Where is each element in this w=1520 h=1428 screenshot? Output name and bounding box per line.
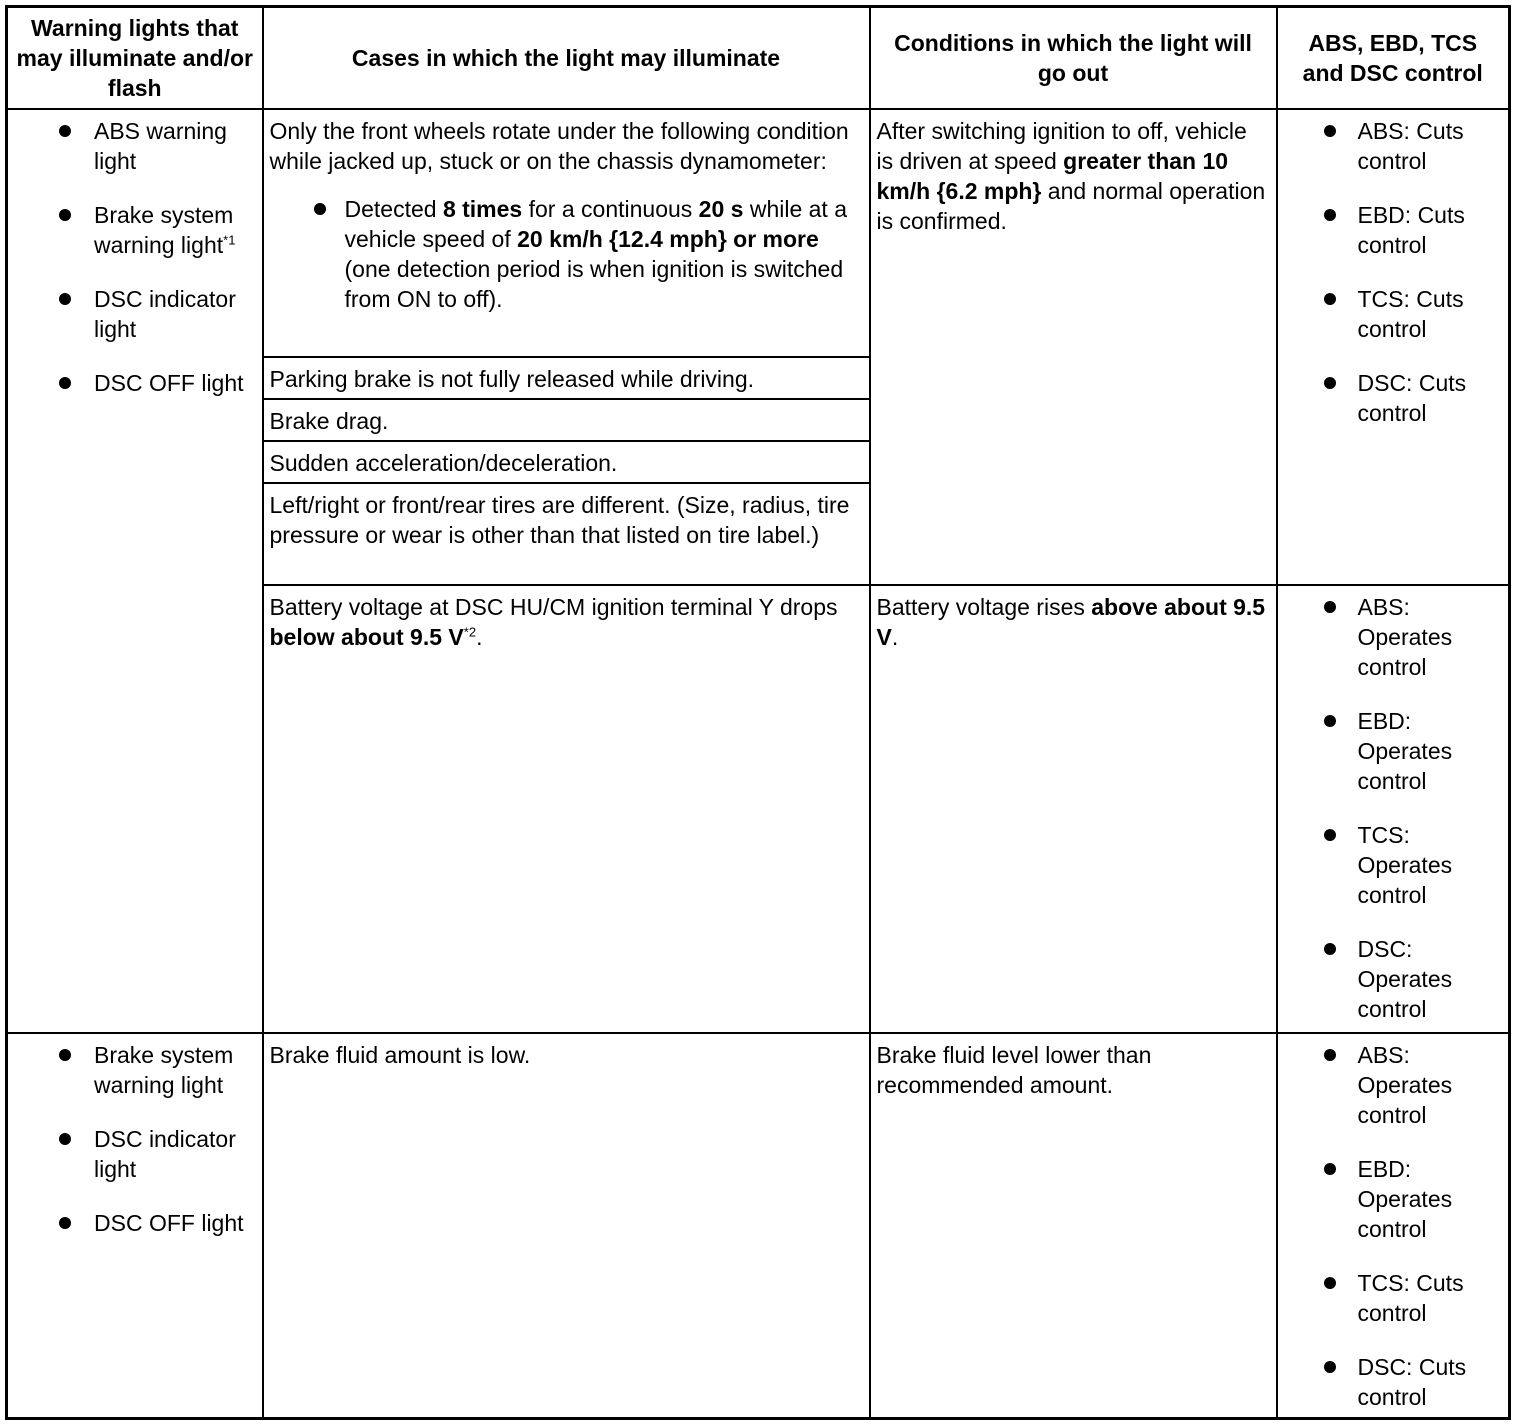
- case-cell-brake-drag: Brake drag.: [263, 399, 870, 441]
- list-item: DSC: Cuts control: [1284, 1352, 1503, 1412]
- case-sub-bullet: Detected 8 times for a continuous 20 s while at a vehicle speed of 20 km/h {12.4 mph} or more (one detection period is when ignition is switched from ON to off).: [270, 194, 863, 314]
- warning-lights-cell-2: [7, 1033, 263, 1419]
- list-item: ABS: Cuts control: [1284, 116, 1503, 176]
- header-control: ABS, EBD, TCS and DSC control: [1277, 7, 1510, 109]
- control-list-1: [1284, 116, 1503, 428]
- list-item: [14, 368, 256, 398]
- header-row: [7, 7, 1510, 109]
- condition-cell-3: Brake fluid level lower than recommended amount.: [870, 1033, 1277, 1419]
- bullet-icon: [314, 203, 326, 215]
- control-cell-2: [1277, 585, 1510, 1033]
- bullet-icon: [59, 209, 71, 221]
- light-label: DSC indicator light: [94, 285, 236, 342]
- bullet-icon: [1324, 125, 1336, 137]
- list-item: [14, 116, 256, 176]
- list-item: TCS: Cuts control: [1284, 284, 1503, 344]
- list-item: Brake system warning light: [14, 1040, 256, 1100]
- control-list-3: [1284, 1040, 1503, 1412]
- header-warning-lights: Warning lights that may illuminate and/or flash: [7, 7, 263, 109]
- case-intro: Only the front wheels rotate under the following condition while jacked up, stuck or on the chassis dynamometer:: [269, 117, 849, 174]
- case-cell-parking-brake: Parking brake is not fully released while driving.: [263, 357, 870, 399]
- table-row: [7, 109, 1510, 357]
- condition-cell-2: Battery voltage rises above about 9.5 V.: [870, 585, 1277, 1033]
- control-cell-3: [1277, 1033, 1510, 1419]
- case-cell-sudden-acceleration: Sudden acceleration/deceleration.: [263, 441, 870, 483]
- list-item: EBD: Operates control: [1284, 706, 1503, 796]
- bullet-icon: [1324, 601, 1336, 613]
- list-item: DSC OFF light: [14, 1208, 256, 1238]
- list-item: DSC: Cuts control: [1284, 368, 1503, 428]
- footnote-marker: *1: [223, 231, 236, 247]
- warning-lights-cell-1: [7, 109, 263, 1033]
- list-item: TCS: Operates control: [1284, 820, 1503, 910]
- list-item: ABS: Operates control: [1284, 1040, 1503, 1130]
- case-cell-brake-fluid: Brake fluid amount is low.: [263, 1033, 870, 1419]
- warning-lights-list-2: [14, 1040, 256, 1238]
- footnote-marker: *2: [463, 623, 477, 639]
- control-list-2: [1284, 592, 1503, 1024]
- bullet-icon: [1324, 943, 1336, 955]
- case-cell-front-wheels: [263, 109, 870, 357]
- condition-cell-1: After switching ignition to off, vehicle is driven at speed greater than 10 km/h {6.2 mph} and normal operation is confirmed.: [870, 109, 1277, 585]
- header-conditions: Conditions in which the light will go out: [870, 7, 1277, 109]
- bullet-icon: [1324, 293, 1336, 305]
- list-item: DSC indicator light: [14, 1124, 256, 1184]
- bullet-icon: [1324, 377, 1336, 389]
- bullet-icon: [1324, 715, 1336, 727]
- case-cell-battery: Battery voltage at DSC HU/CM ignition terminal Y drops below about 9.5 $V^{*2}$.: [263, 585, 870, 1033]
- list-item: TCS: Cuts control: [1284, 1268, 1503, 1328]
- bullet-icon: [1324, 1361, 1336, 1373]
- light-label: DSC OFF light: [94, 369, 244, 396]
- bullet-icon: [1324, 1277, 1336, 1289]
- case-cell-tires: Left/right or front/rear tires are different. (Size, radius, tire pressure or wear is other than that listed on tire label.): [263, 483, 870, 585]
- light-label: ABS warning light: [94, 117, 227, 174]
- bullet-icon: [59, 293, 71, 305]
- list-item: DSC: Operates control: [1284, 934, 1503, 1024]
- light-label: Brake system warning light: [94, 201, 234, 258]
- list-item: ABS: Operates control: [1284, 592, 1503, 682]
- bullet-icon: [59, 1133, 71, 1145]
- list-item: [14, 284, 256, 344]
- warning-light-table: [5, 5, 1511, 1420]
- table-row: [7, 1033, 1510, 1419]
- control-cell-1: [1277, 109, 1510, 585]
- list-item: EBD: Operates control: [1284, 1154, 1503, 1244]
- list-item: [14, 200, 256, 260]
- bullet-icon: [1324, 209, 1336, 221]
- warning-lights-list-1: [14, 116, 256, 398]
- bullet-icon: [59, 125, 71, 137]
- bullet-icon: [1324, 829, 1336, 841]
- bullet-icon: [1324, 1049, 1336, 1061]
- bullet-icon: [1324, 1163, 1336, 1175]
- list-item: EBD: Cuts control: [1284, 200, 1503, 260]
- bullet-icon: [59, 377, 71, 389]
- header-cases: Cases in which the light may illuminate: [263, 7, 870, 109]
- bullet-icon: [59, 1217, 71, 1229]
- bullet-icon: [59, 1049, 71, 1061]
